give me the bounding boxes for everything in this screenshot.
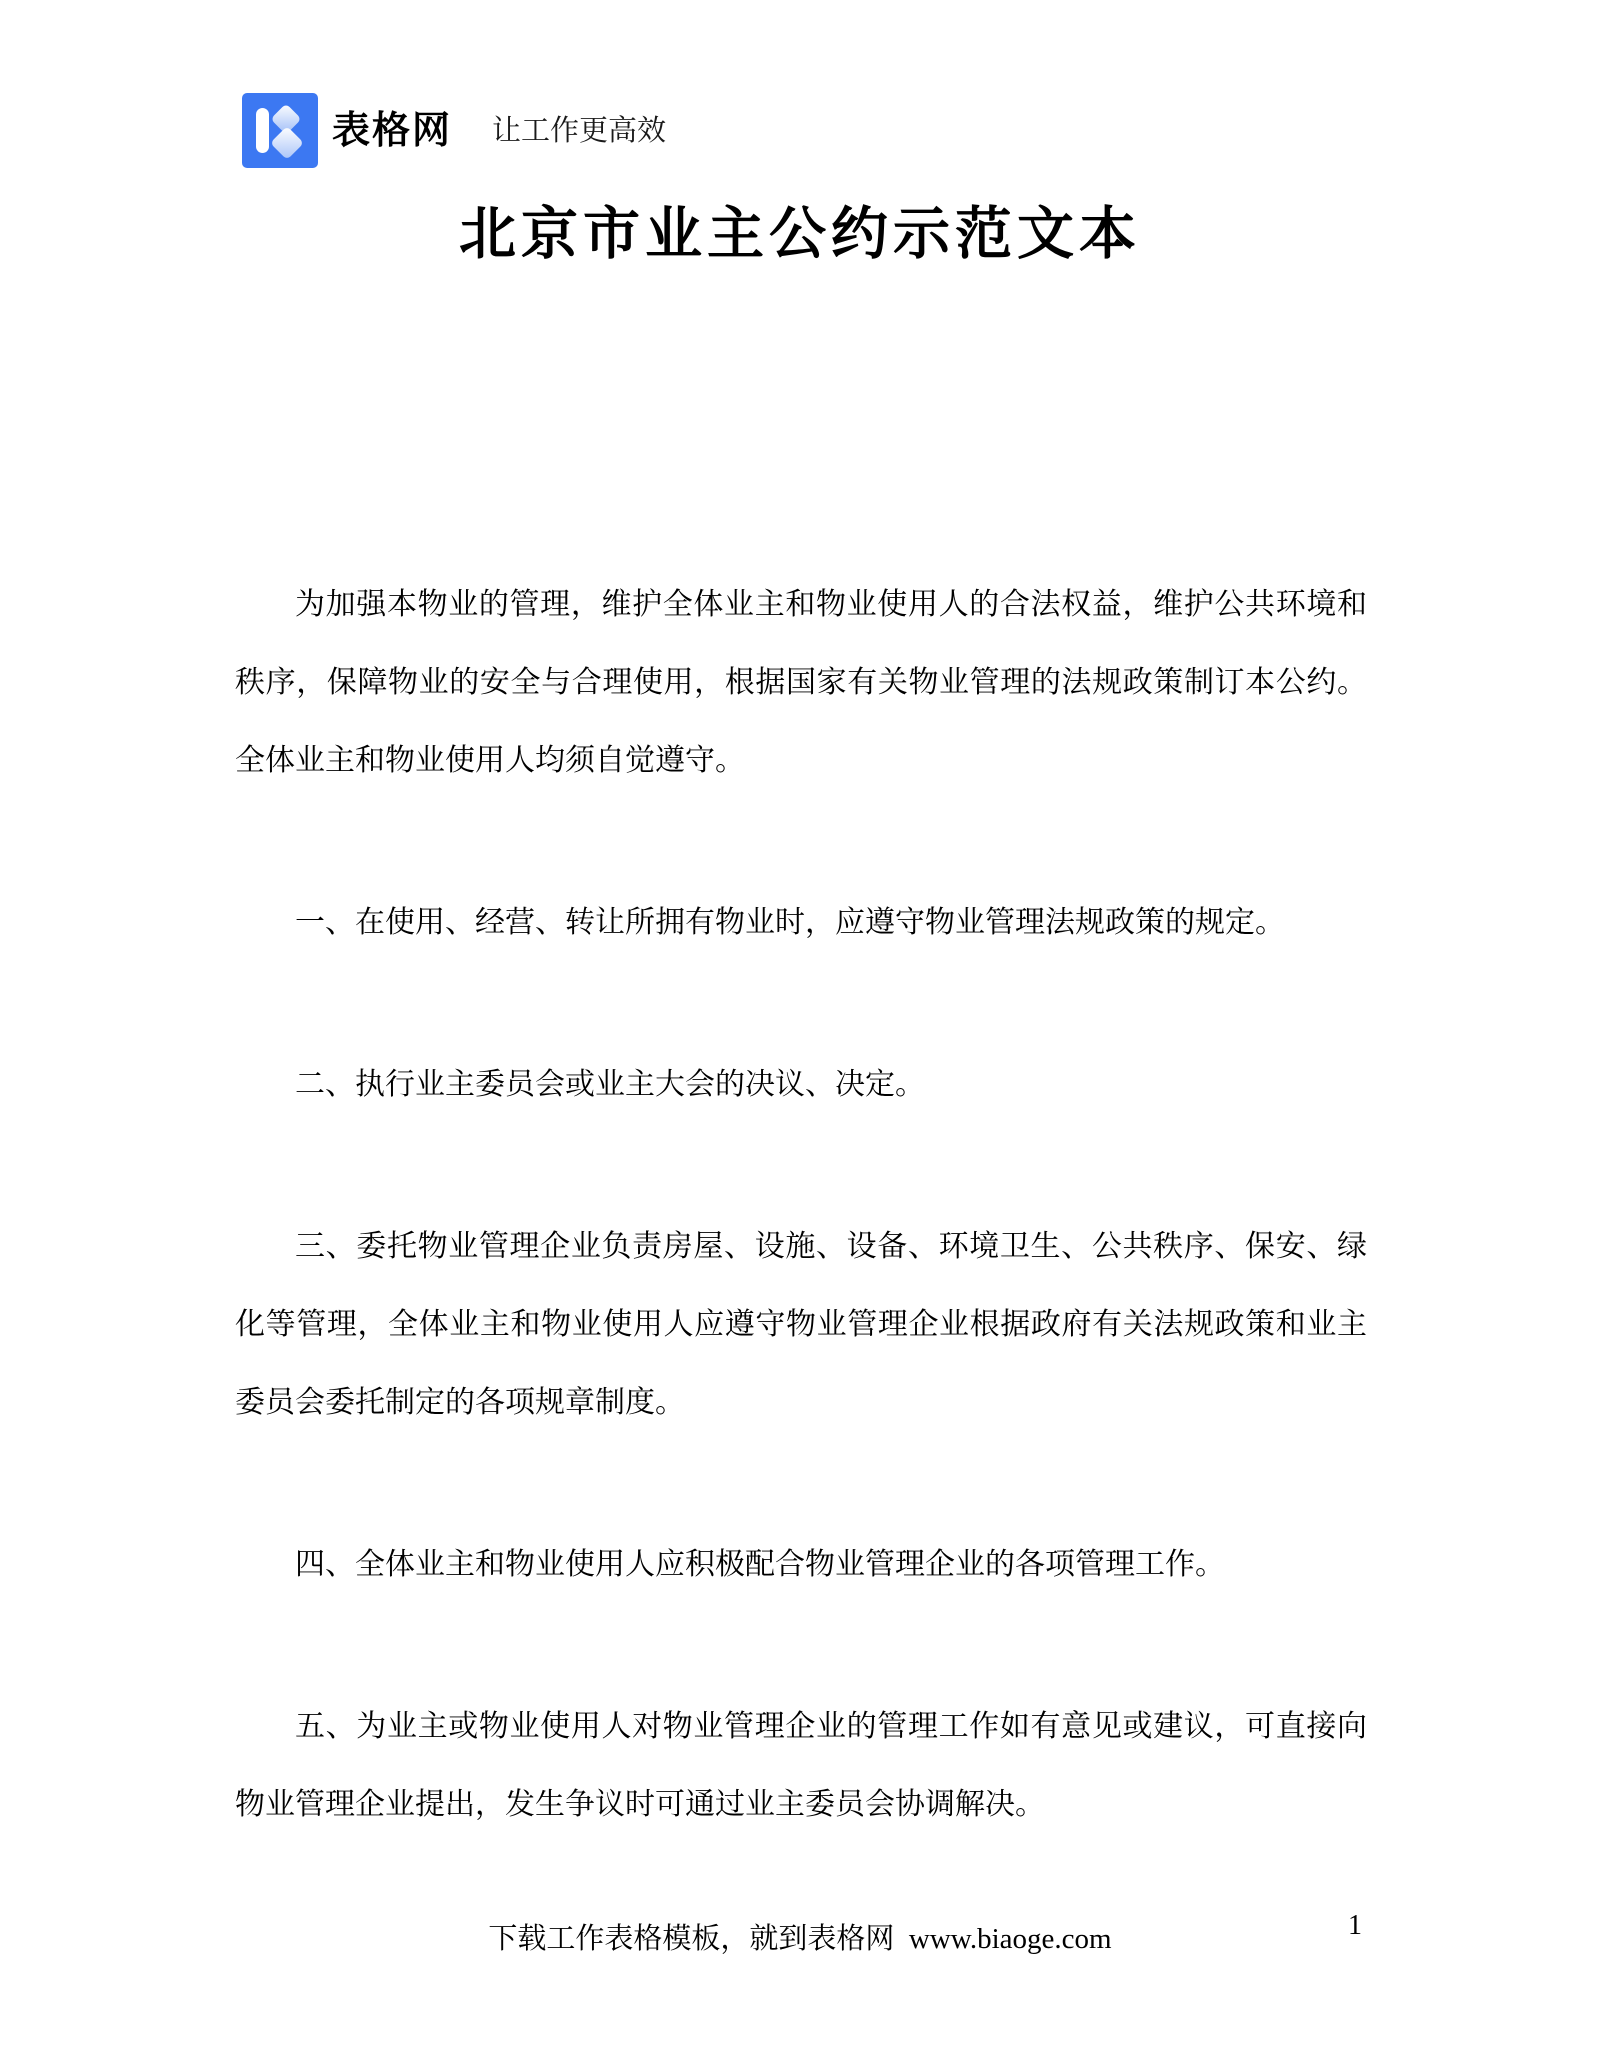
footer-text: 下载工作表格模板，就到表格网 www.biaoge.com bbox=[488, 1923, 1112, 1955]
logo-bar bbox=[256, 108, 269, 153]
document-title: 北京市业主公约示范文本 bbox=[459, 202, 1141, 266]
biaoge-logo-icon bbox=[242, 93, 318, 168]
brand-slogan: 让工作更高效 bbox=[492, 114, 667, 147]
brand-header bbox=[242, 92, 666, 168]
brand-name: 表格网 bbox=[332, 109, 453, 152]
paragraph-intro: 为加强本物业的管理，维护全体业主和物业使用人的合法权益，维护公共环境和秩序，保障物业的安全与合理使用，根据国家有关物业管理的法规政策制订本公约。全体业主和物业使用人均须自觉遵守。 bbox=[235, 588, 1367, 777]
paragraph-item-1: 一、在使用、经营、转让所拥有物业时，应遵守物业管理法规政策的规定。 bbox=[295, 906, 1285, 939]
paragraph-item-3: 三、委托物业管理企业负责房屋、设施、设备、环境卫生、公共秩序、保安、绿化等管理，全体业主和物业使用人应遵守物业管理企业根据政府有关法规政策和业主委员会委托制定的各项规章制度。 bbox=[235, 1230, 1367, 1419]
paragraph-item-5: 五、为业主或物业使用人对物业管理企业的管理工作如有意见或建议，可直接向物业管理企业提出，发生争议时可通过业主委员会协调解决。 bbox=[235, 1710, 1367, 1821]
page-number: 1 bbox=[1348, 1910, 1362, 1941]
logo-square bbox=[242, 93, 318, 168]
paragraph-item-2: 二、执行业主委员会或业主大会的决议、决定。 bbox=[295, 1068, 925, 1101]
paragraph-item-4: 四、全体业主和物业使用人应积极配合物业管理企业的各项管理工作。 bbox=[295, 1548, 1225, 1581]
document-body bbox=[235, 566, 1367, 1844]
